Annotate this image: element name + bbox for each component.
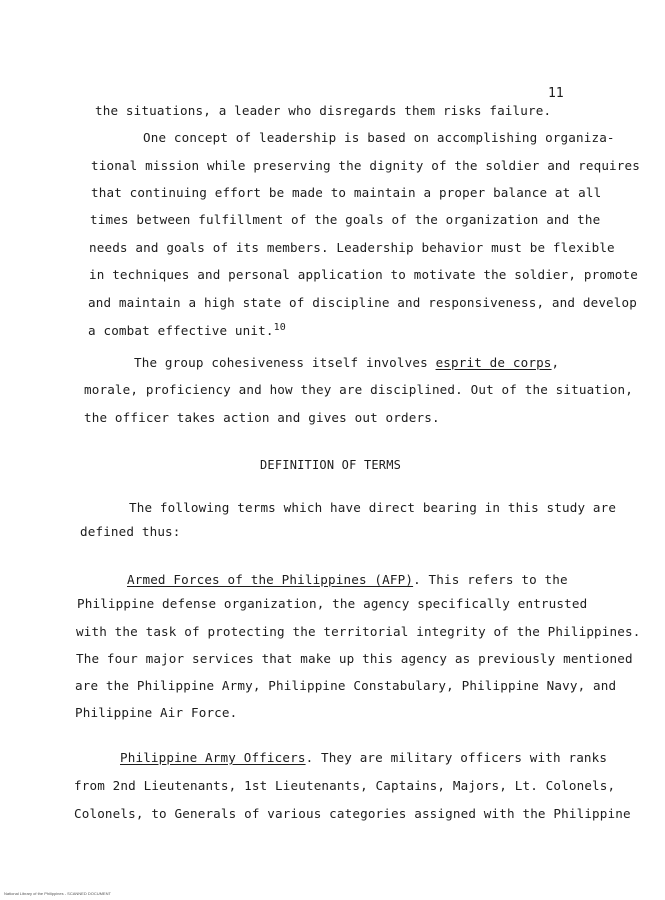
text-line: One concept of leadership is based on accomplishing organiza- — [143, 130, 615, 145]
text-line: morale, proficiency and how they are disciplined. Out of the situation, — [84, 382, 633, 397]
text-line: Colonels, to Generals of various categories assigned with the Philippine — [74, 806, 631, 821]
text-line: and maintain a high state of discipline and responsiveness, and develop — [88, 295, 637, 310]
text-segment: . They are military officers with ranks — [305, 750, 608, 765]
text-line — [134, 355, 559, 370]
text-line: needs and goals of its members. Leadership behavior must be flexible — [89, 240, 615, 255]
text-line: are the Philippine Army, Philippine Constabulary, Philippine Navy, and — [75, 678, 617, 693]
text-segment: a combat effective unit. — [88, 323, 274, 339]
defined-term: Armed Forces of the Philippines (AFP) — [127, 572, 414, 587]
text-line: The following terms which have direct bearing in this study are — [129, 500, 617, 515]
text-line: Philippine defense organization, the agency specifically entrusted — [77, 596, 588, 611]
text-line: that continuing effort be made to maintain a proper balance at all — [91, 185, 602, 200]
page-number: 11 — [548, 86, 564, 101]
text-line: The four major services that make up this agency as previously mentioned — [76, 651, 633, 666]
text-segment: The group cohesiveness itself involves — [134, 355, 436, 370]
text-line: tional mission while preserving the dignity of the soldier and requires — [91, 158, 640, 173]
text-line — [88, 322, 286, 338]
text-segment: . This refers to the — [413, 572, 568, 587]
text-line: Philippine Air Force. — [75, 705, 238, 720]
text-segment: , — [551, 355, 560, 370]
text-line: in techniques and personal application to motivate the soldier, promote — [89, 267, 638, 282]
text-line: the situations, a leader who disregards them risks failure. — [95, 103, 552, 118]
text-line — [127, 572, 568, 587]
footnote-reference: 10 — [273, 322, 286, 333]
text-line: from 2nd Lieutenants, 1st Lieutenants, Captains, Majors, Lt. Colonels, — [74, 778, 616, 793]
text-line: defined thus: — [80, 524, 181, 539]
text-line: times between fulfillment of the goals of the organization and the — [90, 212, 601, 227]
scan-footer: National Library of the Philippines - SCANNED DOCUMENT — [4, 891, 111, 896]
text-line — [120, 750, 607, 765]
text-line: with the task of protecting the territorial integrity of the Philippines. — [76, 624, 641, 639]
defined-term: Philippine Army Officers — [120, 750, 306, 765]
section-heading: DEFINITION OF TERMS — [260, 458, 402, 472]
text-line: the officer takes action and gives out orders. — [84, 410, 440, 425]
underlined-term: esprit de corps — [435, 355, 552, 370]
